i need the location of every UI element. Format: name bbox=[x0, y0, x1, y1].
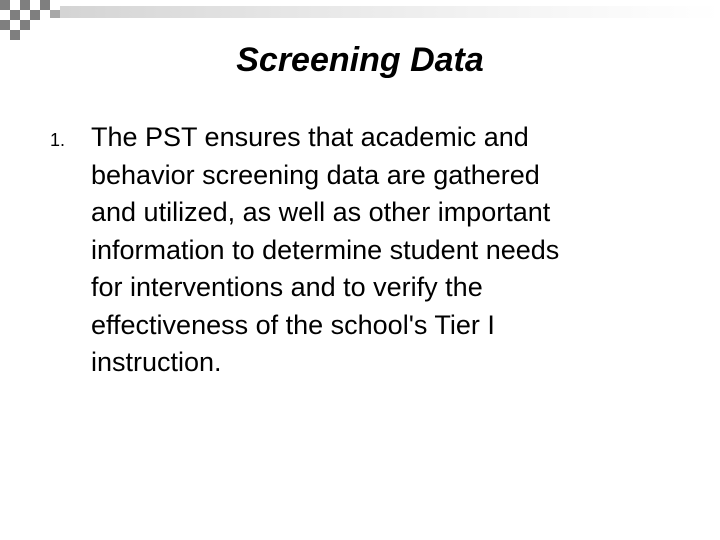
list-item-number: 1. bbox=[50, 130, 66, 150]
header-gradient-bar bbox=[0, 6, 720, 18]
list-item-text: The PST ensures that academic and behavior screening data are gathered and utilized, as well as other important information to determine student needs for interventions and to verify the effectiveness of the school's Tier I instruction. bbox=[91, 122, 560, 377]
slide-title: Screening Data bbox=[236, 41, 484, 79]
list-item bbox=[50, 119, 690, 382]
numbered-list bbox=[50, 119, 690, 382]
